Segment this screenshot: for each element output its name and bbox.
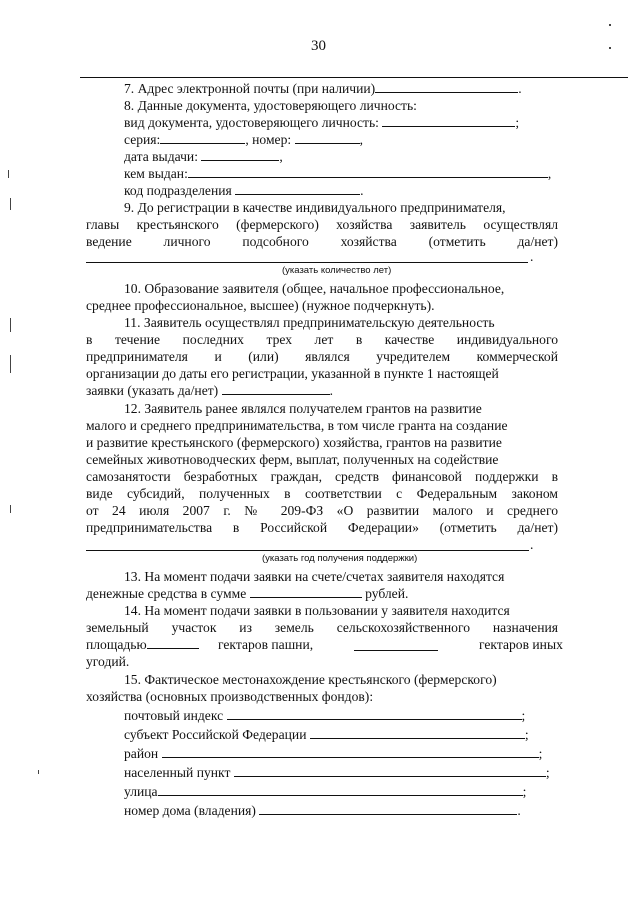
item-12-line-7: от 24 июля 2007 г. № 209-ФЗ «О развитии малого и среднего bbox=[86, 503, 558, 518]
house-number-row: номер дома (владения) . bbox=[124, 803, 521, 818]
postal-index-field[interactable] bbox=[227, 707, 522, 720]
item-9-field[interactable] bbox=[86, 262, 528, 263]
item-13-label: денежные средства в сумме bbox=[86, 586, 247, 601]
item-12-line-5: самозанятости безработных граждан, средств финансовой поддержки в bbox=[86, 469, 558, 484]
item-9-line-2: главы крестьянского (фермерского) хозяйства заявитель осуществлял bbox=[86, 217, 558, 232]
item-11-label: заявки (указать да/нет) bbox=[86, 383, 219, 398]
item-7-label: 7. Адрес электронной почты (при наличии) bbox=[124, 81, 376, 96]
item-9-line-3: ведение личного подсобного хозяйства (отметить да/нет) bbox=[86, 234, 558, 249]
settlement-field[interactable] bbox=[234, 764, 546, 777]
item-12-line-2: малого и среднего предпринимательства, в том числе гранта на создание bbox=[86, 418, 508, 433]
street-label: улица bbox=[124, 784, 158, 799]
item-15-line-1: 15. Фактическое местонахождение крестьянского (фермерского) bbox=[124, 672, 497, 687]
item-14-line-3 bbox=[86, 636, 199, 653]
item-14-line-4: угодий. bbox=[86, 654, 130, 669]
item-12-line-1: 12. Заявитель ранее являлся получателем грантов на развитие bbox=[124, 401, 482, 416]
scan-mark bbox=[10, 318, 11, 332]
item-7: 7. Адрес электронной почты (при наличии) . bbox=[124, 81, 522, 96]
item-12-line-6: виде субсидий, полученных в соответствии с Федеральным законом bbox=[86, 486, 558, 501]
series-field[interactable] bbox=[160, 131, 245, 144]
federal-subject-row: субъект Российской Федерации ; bbox=[124, 727, 529, 742]
item-11-line-4: организации до даты его регистрации, указанной в пункте 1 настоящей bbox=[86, 366, 499, 381]
header-rule bbox=[80, 77, 628, 78]
doc-type-row: вид документа, удостоверяющего личность: ; bbox=[124, 115, 520, 130]
house-number-label: номер дома (владения) bbox=[124, 803, 256, 818]
arable-label: гектаров пашни, bbox=[218, 637, 314, 652]
scan-mark bbox=[10, 355, 11, 373]
arable-area-field[interactable] bbox=[147, 636, 199, 649]
issued-by-row: кем выдан: , bbox=[124, 166, 552, 181]
issue-date-label: дата выдачи: bbox=[124, 149, 198, 164]
item-11-line-1: 11. Заявитель осуществлял предпринимательскую деятельность bbox=[124, 315, 495, 330]
item-14-line-1: 14. На момент подачи заявки в пользовании у заявителя находится bbox=[124, 603, 510, 618]
item-10-line-1: 10. Образование заявителя (общее, начальное профессиональное, bbox=[124, 281, 505, 296]
district-field[interactable] bbox=[162, 745, 539, 758]
item-12-line-4: семейных животноводческих ферм, выплат, полученных на содействие bbox=[86, 452, 499, 467]
item-10-line-2: среднее профессиональное, высшее) (нужное подчеркнуть). bbox=[86, 298, 435, 313]
item-12-period: . bbox=[530, 537, 534, 552]
division-code-label: код подразделения bbox=[124, 183, 232, 198]
email-field[interactable] bbox=[375, 80, 518, 93]
issue-date-field[interactable] bbox=[201, 148, 279, 161]
federal-subject-label: субъект Российской Федерации bbox=[124, 727, 307, 742]
item-12-field[interactable] bbox=[86, 550, 529, 551]
item-12-line-3: и развитие крестьянского (фермерского) хозяйства, грантов на развитие bbox=[86, 435, 502, 450]
settlement-label: населенный пункт bbox=[124, 765, 231, 780]
item-11-field[interactable] bbox=[222, 382, 330, 395]
item-9-line-1: 9. До регистрации в качестве индивидуального предпринимателя, bbox=[124, 200, 506, 215]
item-13-line-2 bbox=[86, 585, 408, 602]
number-field[interactable] bbox=[295, 131, 360, 144]
item-8: 8. Данные документа, удостоверяющего личность: bbox=[124, 98, 417, 113]
other-land-field[interactable] bbox=[354, 638, 438, 651]
series-number-row: серия: , номер: , bbox=[124, 132, 363, 147]
item-11-line-3: предпринимателя и (или) являлся учредителем коммерческой bbox=[86, 349, 558, 364]
amount-field[interactable] bbox=[250, 585, 362, 598]
series-label: серия: bbox=[124, 132, 161, 147]
number-label: , номер: bbox=[245, 132, 292, 147]
doc-type-label: вид документа, удостоверяющего личность: bbox=[124, 115, 379, 130]
scan-mark bbox=[10, 505, 11, 513]
currency-label: рублей. bbox=[365, 586, 409, 601]
division-code-row: код подразделения . bbox=[124, 183, 364, 198]
scan-dot bbox=[609, 47, 611, 49]
item-12-caption: (указать год получения поддержки) bbox=[262, 553, 418, 564]
street-row: улица ; bbox=[124, 784, 527, 799]
district-label: район bbox=[124, 746, 159, 761]
page-number: 30 bbox=[311, 38, 326, 54]
doc-type-field[interactable] bbox=[382, 114, 515, 127]
scan-mark bbox=[10, 198, 11, 210]
scan-dot bbox=[609, 24, 611, 26]
other-land-label: гектаров иных bbox=[479, 637, 563, 652]
issued-by-label: кем выдан: bbox=[124, 166, 188, 181]
item-14-line-2: земельный участок из земель сельскохозяйственного назначения bbox=[86, 620, 558, 635]
issued-by-field[interactable] bbox=[188, 165, 548, 178]
scan-mark bbox=[38, 770, 39, 774]
scan-mark bbox=[8, 170, 9, 178]
item-9-caption: (указать количество лет) bbox=[282, 265, 392, 276]
division-code-field[interactable] bbox=[235, 182, 360, 195]
district-row: район ; bbox=[124, 746, 543, 761]
item-9-period: . bbox=[530, 249, 534, 264]
postal-index-row: почтовый индекс ; bbox=[124, 708, 526, 723]
item-11-line-2: в течение последних трех лет в качестве индивидуального bbox=[86, 332, 558, 347]
federal-subject-field[interactable] bbox=[310, 726, 525, 739]
settlement-row: населенный пункт ; bbox=[124, 765, 550, 780]
house-number-field[interactable] bbox=[259, 802, 517, 815]
item-13-line-1: 13. На момент подачи заявки на счете/счетах заявителя находятся bbox=[124, 569, 505, 584]
item-12-line-8: предпринимательства в Российской Федерации» (отметить да/нет) bbox=[86, 520, 558, 535]
area-label: площадью bbox=[86, 637, 147, 652]
postal-index-label: почтовый индекс bbox=[124, 708, 224, 723]
issue-date-row: дата выдачи: , bbox=[124, 149, 283, 164]
item-15-line-2: хозяйства (основных производственных фондов): bbox=[86, 689, 374, 704]
street-field[interactable] bbox=[158, 783, 523, 796]
item-11-line-5: заявки (указать да/нет) . bbox=[86, 383, 334, 398]
